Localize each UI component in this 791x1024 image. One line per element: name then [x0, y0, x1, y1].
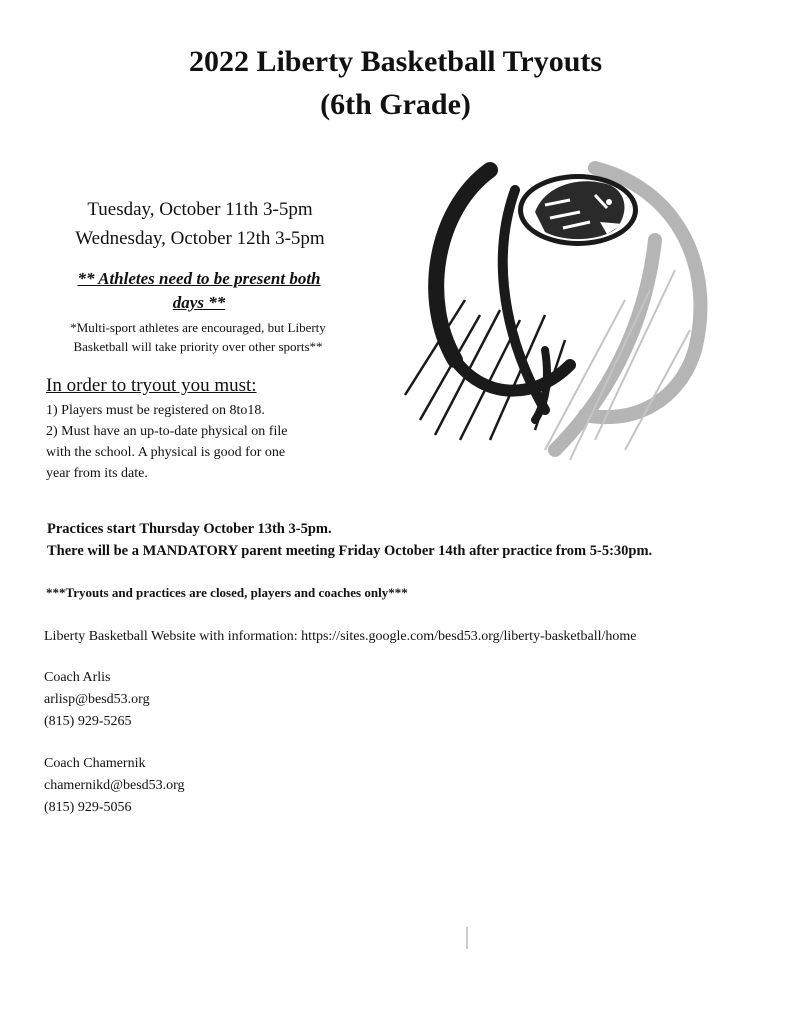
multisport-note-line1: *Multi-sport athletes are encouraged, but Liberty	[70, 320, 326, 335]
requirement-item-2-line2: with the school. A physical is good for one	[46, 445, 286, 460]
coach-2-phone: (815) 929-5056	[44, 800, 132, 815]
requirement-item-2-line3: year from its date.	[46, 466, 148, 481]
website-info: Liberty Basketball Website with information: https://sites.google.com/besd53.org/liberty-basketball/home	[44, 629, 637, 644]
requirements-heading: In order to tryout you must:	[46, 375, 257, 396]
coach-1-phone: (815) 929-5265	[44, 714, 132, 729]
requirement-item-2-line1: 2) Must have an up-to-date physical on file	[46, 424, 288, 439]
coach-1-name: Coach Arlis	[44, 670, 111, 685]
scan-mark	[466, 927, 468, 949]
parent-meeting: There will be a MANDATORY parent meeting Friday October 14th after practice from 5-5:30pm.	[47, 543, 653, 559]
closed-notice: ***Tryouts and practices are closed, players and coaches only***	[46, 585, 408, 600]
practice-start: Practices start Thursday October 13th 3-5pm.	[47, 521, 332, 537]
page-subtitle: (6th Grade)	[320, 88, 471, 121]
requirement-item-1: 1) Players must be registered on 8to18.	[46, 403, 265, 418]
coach-1-email: arlisp@besd53.org	[44, 692, 150, 707]
tryout-date-2: Wednesday, October 12th 3-5pm	[75, 228, 325, 249]
tiger-basketball-logo	[395, 150, 735, 480]
multisport-note-line2: Basketball will take priority over other sports**	[73, 339, 323, 354]
attendance-note-line1: ** Athletes need to be present both	[77, 269, 321, 288]
coach-2-name: Coach Chamernik	[44, 756, 146, 771]
page-title: 2022 Liberty Basketball Tryouts	[188, 45, 603, 78]
tryout-date-1: Tuesday, October 11th 3-5pm	[87, 199, 313, 220]
attendance-note-line2: days **	[172, 293, 226, 312]
coach-2-email: chamernikd@besd53.org	[44, 778, 185, 793]
